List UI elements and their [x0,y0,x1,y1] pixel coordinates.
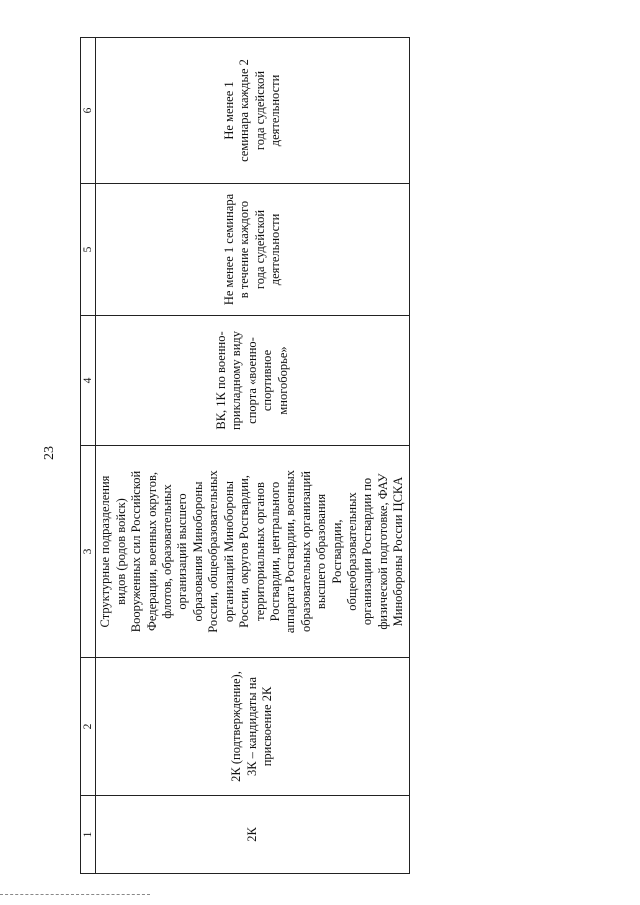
cell-seminar-requirement: Не менее 1 семинара в течение каждого года судейской деятельности [96,184,410,316]
header-row [81,38,96,874]
column-header-2: 2 [81,658,96,796]
column-header-6: 6 [81,38,96,184]
cell-organizations: Структурные подразделения видов (родов войск) Вооруженных сил Российской Федерации, военных округов, флотов, образовательных организаций высшего образования Минобороны России, общеобразовательных организаций Минобороны России, округов Росгвардии, территориальных органов Росгвардии, центрального аппарата Росгвардии, военных образовательных организаций высшего образования Росгвардии, общеобразовательных организации Росгвардии по физической подготовке, ФАУ Минобороны России ЦСКА [96,446,410,658]
cell-category: 2К [96,796,410,874]
column-header-4: 4 [81,316,96,446]
table-container [80,38,410,874]
cell-sport-category: ВК, 1К по военно- прикладному виду спорта «военно- спортивное многоборье» [96,316,410,446]
page-number: 23 [42,446,57,460]
referee-requirements-table [80,37,410,874]
rotated-table [80,38,410,874]
column-header-1: 1 [81,796,96,874]
footer-divider [0,894,150,895]
cell-eligible-categories: 2К (подтверждение), 3К – кандидаты на присвоение 2К [96,658,410,796]
column-header-5: 5 [81,184,96,316]
table-row [96,38,410,874]
column-header-3: 3 [81,446,96,658]
cell-seminar-frequency: Не менее 1 семинара каждые 2 года судейской деятельности [96,38,410,184]
